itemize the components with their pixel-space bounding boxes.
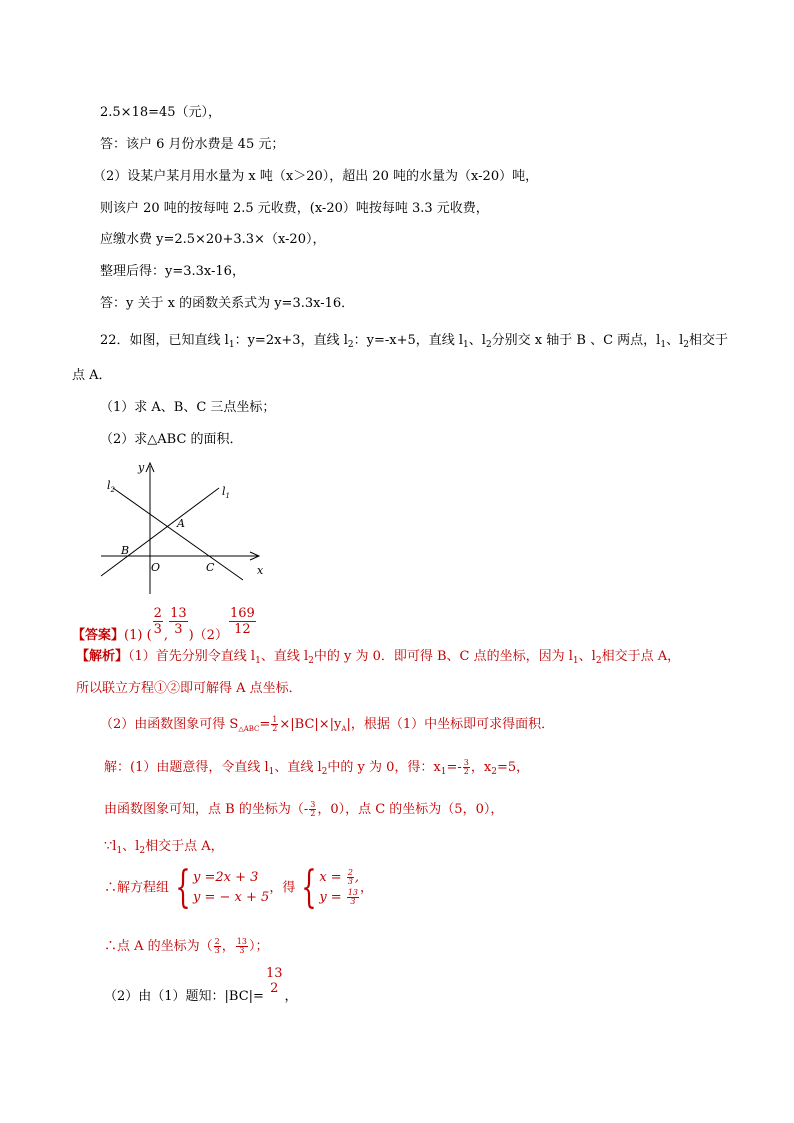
label-point-a: A <box>177 517 185 530</box>
fraction: $\frac{13}{3}$ <box>170 606 187 637</box>
line-l2 <box>113 488 243 580</box>
label-x: x <box>257 564 264 577</box>
label-point-b: B <box>121 544 130 557</box>
solution-step-2: 由函数图象可知，点 B 的坐标为（- $\frac{3}{2}$ ，0），点 C 的坐标为（5，0）， <box>104 800 504 818</box>
fraction: $\frac{2}{3}$ <box>347 868 353 886</box>
equation-solution: x = $\frac{2}{3}$ , y = $\frac{13}{3}$ <box>319 868 360 906</box>
question-2: （2）求△ABC 的面积． <box>100 432 243 447</box>
fraction: $\frac{3}{2}$ <box>463 758 469 776</box>
answer-line: 【答案】(1) ( $\frac{2}{3}$ , $\frac{13}{3}$ )（2） $\frac{169}{12}$ <box>72 606 255 643</box>
fraction: 13 2 <box>265 966 283 996</box>
label-y: y <box>138 461 145 474</box>
solution-line: 应缴水费 y=2.5×20+3.3×（x-20）， <box>100 232 326 247</box>
label-l2: $l_2$ <box>107 479 115 494</box>
solution-line: 整理后得：y=3.3x-16， <box>100 264 245 279</box>
analysis-line-3: （2）由函数图象可得 $S_{\triangle ABC}=$ $\frac{1}{2}$ $\times|BC|\times|y_A|$，根据（1）中坐标即可求得面积． <box>100 715 555 733</box>
analysis-line-2: 所以联立方程①②即可解得 A 点坐标． <box>76 681 302 696</box>
coordinate-figure <box>95 458 270 596</box>
solution-line: 则该户 20 吨的按每吨 2.5 元收费，(x-20）吨按每吨 3.3 元收费， <box>100 201 489 216</box>
problem-stem: 22．如图，已知直线 $l_1$：y=2x+3，直线 $l_2$：y=-x+5，直线 $l_1$、$l_2$分别交 x 轴于 B 、C 两点，$l_1$、$l_2$相交于 <box>100 333 728 350</box>
fraction: $\frac{2}{3}$ <box>153 606 162 637</box>
analysis-line-1: 【解析】（1）首先分别令直线 $l_1$、直线 $l_2$中的 y 为 0．即可得 B、C 点的坐标，因为 $l_1$、$l_2$相交于点 A， <box>76 649 681 666</box>
fraction: $\frac{13}{3}$ <box>347 888 359 906</box>
fraction: $\frac{169}{12}$ <box>229 606 255 637</box>
solution-line: 答：该户 6 月份水费是 45 元； <box>100 137 285 152</box>
solution-step-5: ∴点 A 的坐标为（ $\frac{2}{3}$ ， $\frac{13}{3}$ ）； <box>104 937 269 955</box>
solution-step-6: （2）由（1）题知：|BC|= 13 2 ， <box>104 966 298 1004</box>
label-point-c: C <box>206 561 215 574</box>
fraction: $\frac{3}{2}$ <box>310 800 316 818</box>
left-brace: { <box>175 862 191 913</box>
left-brace: { <box>301 862 318 913</box>
solution-step-3: $\because l_1$、$l_2$相交于点 A， <box>104 839 224 856</box>
solution-step-4: ∴解方程组 { y =2x + 3 y = − x + 5 ，得 { x = $\frac{2}{3}$ , y = $\frac{13}{3}$ ， <box>104 862 374 913</box>
solution-line: 2.5×18=45（元）， <box>100 105 222 120</box>
equation-system: y =2x + 3 y = − x + 5 <box>193 870 270 905</box>
question-1: （1）求 A、B、C 三点坐标； <box>100 400 276 415</box>
label-l1: $l_1$ <box>222 485 230 500</box>
solution-line: （2）设某户某月用水量为 x 吨（x＞20），超出 20 吨的水量为（x-20）吨， <box>93 169 539 184</box>
problem-stem-continued: 点 A． <box>72 368 112 383</box>
solution-line: 答：y 关于 x 的函数关系式为 y=3.3x-16． <box>100 296 355 311</box>
fraction: $\frac{1}{2}$ <box>272 715 278 733</box>
fraction: $\frac{2}{3}$ <box>214 937 220 955</box>
solution-step-1: 解：(1）由题意得，令直线 $l_1$、直线 $l_2$中的 y 为 0，得：$x_1=-$ $\frac{3}{2}$ ，$x_2=5$， <box>104 758 530 777</box>
label-origin: O <box>151 561 161 574</box>
fraction: $\frac{13}{3}$ <box>236 937 247 955</box>
